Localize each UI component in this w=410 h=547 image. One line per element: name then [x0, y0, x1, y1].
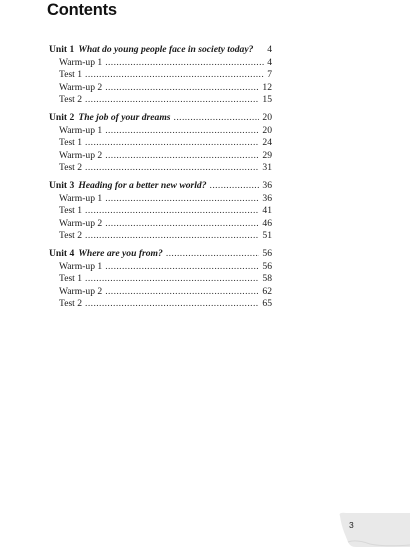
toc-unit-4	[49, 248, 272, 311]
page-ref: 51	[262, 230, 272, 242]
entry-label: Test 2	[59, 230, 83, 242]
dot-leader	[85, 69, 264, 82]
toc-entry[interactable]	[49, 57, 272, 70]
entry-label: Warm-up 2	[59, 81, 103, 93]
entry-label: Test 1	[59, 205, 83, 217]
toc-entry[interactable]	[49, 94, 272, 107]
page-number: 3	[349, 520, 354, 530]
dot-leader	[210, 180, 260, 193]
dot-leader	[105, 286, 259, 299]
unit-title: The job of your dreams	[78, 111, 171, 123]
page-ref: 41	[262, 205, 272, 217]
toc-entry[interactable]	[49, 193, 272, 206]
dot-leader	[85, 94, 259, 107]
dot-leader	[85, 205, 259, 218]
dot-leader	[85, 298, 259, 311]
dot-leader	[174, 112, 260, 125]
entry-label: Test 2	[59, 94, 83, 106]
dot-leader	[85, 273, 259, 286]
dot-leader	[85, 137, 259, 150]
toc-unit-heading[interactable]	[49, 180, 272, 193]
toc-entry[interactable]	[49, 125, 272, 138]
unit-title: Heading for a better new world?	[78, 179, 207, 191]
toc-entry[interactable]	[49, 298, 272, 311]
dot-leader	[105, 150, 259, 163]
dot-leader	[105, 57, 264, 70]
page-corner-decoration	[336, 512, 410, 547]
page-ref: 62	[262, 285, 272, 297]
dot-leader	[85, 230, 259, 243]
page-ref: 7	[267, 69, 272, 81]
entry-label: Warm-up 1	[59, 192, 103, 204]
dot-leader	[166, 248, 260, 261]
page-ref: 46	[262, 217, 272, 229]
toc-entry[interactable]	[49, 162, 272, 175]
toc-unit-3	[49, 180, 272, 243]
entry-label: Test 1	[59, 69, 83, 81]
dot-leader	[105, 125, 259, 138]
toc-entry[interactable]	[49, 69, 272, 82]
entry-label: Warm-up 2	[59, 149, 103, 161]
toc-entry[interactable]	[49, 261, 272, 274]
toc-unit-1	[49, 44, 272, 107]
dot-leader	[105, 82, 259, 95]
unit-number: Unit 1	[49, 44, 75, 55]
page-ref: 4	[267, 56, 272, 68]
toc-entry[interactable]	[49, 205, 272, 218]
unit-number: Unit 3	[49, 179, 75, 191]
dot-leader	[85, 162, 259, 175]
entry-label: Test 2	[59, 162, 83, 174]
page-ref: 12	[262, 81, 272, 93]
entry-label: Test 1	[59, 137, 83, 149]
dot-leader	[105, 218, 259, 231]
unit-title: What do young people face in society today?	[78, 44, 254, 55]
page-title: Contents	[47, 1, 117, 19]
unit-title: Where are you from?	[78, 247, 163, 259]
dot-leader	[105, 261, 259, 274]
page-ref: 29	[262, 149, 272, 161]
page-ref: 56	[262, 260, 272, 272]
page-ref: 65	[262, 298, 272, 310]
entry-label: Warm-up 1	[59, 260, 103, 272]
toc-entry[interactable]	[49, 150, 272, 163]
page-ref: 15	[262, 94, 272, 106]
page-ref: 31	[262, 162, 272, 174]
toc-entry[interactable]	[49, 230, 272, 243]
dot-leader	[105, 193, 259, 206]
unit-number: Unit 4	[49, 247, 75, 259]
toc-entry[interactable]	[49, 218, 272, 231]
page-ref: 4	[267, 44, 272, 55]
toc-unit-heading[interactable]	[49, 112, 272, 125]
page-ref: 20	[262, 124, 272, 136]
toc-entry[interactable]	[49, 82, 272, 95]
toc-unit-2	[49, 112, 272, 175]
entry-label: Test 2	[59, 298, 83, 310]
entry-label: Warm-up 2	[59, 217, 103, 229]
page-ref: 58	[262, 273, 272, 285]
toc-unit-heading[interactable]	[49, 248, 272, 261]
unit-number: Unit 2	[49, 111, 75, 123]
toc-unit-heading[interactable]	[49, 44, 272, 57]
entry-label: Warm-up 1	[59, 56, 103, 68]
toc-entry[interactable]	[49, 286, 272, 299]
page-ref: 24	[262, 137, 272, 149]
page-ref: 56	[262, 247, 272, 259]
page-ref: 36	[262, 192, 272, 204]
entry-label: Warm-up 1	[59, 124, 103, 136]
entry-label: Warm-up 2	[59, 285, 103, 297]
page-ref: 20	[262, 111, 272, 123]
page-ref: 36	[262, 179, 272, 191]
entry-label: Test 1	[59, 273, 83, 285]
toc-entry[interactable]	[49, 137, 272, 150]
toc-entry[interactable]	[49, 273, 272, 286]
table-of-contents	[49, 44, 272, 316]
